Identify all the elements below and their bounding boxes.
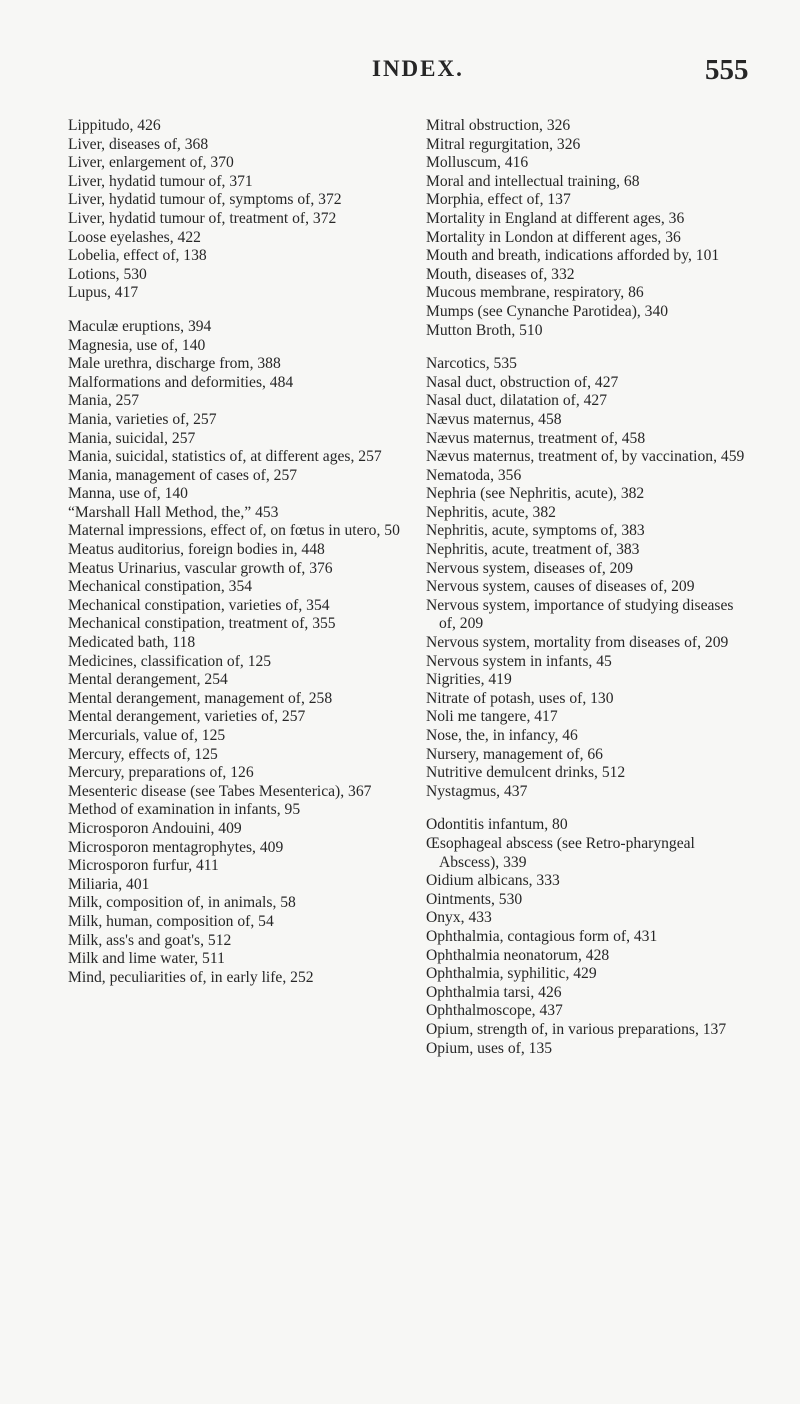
index-entry: Nephritis, acute, symptoms of, 383 — [426, 522, 645, 540]
index-entry: Mortality in England at different ages, 36 — [426, 209, 685, 227]
index-entry: Mechanical constipation, treatment of, 355 — [68, 615, 336, 633]
index-entry: Oidium albicans, 333 — [426, 872, 560, 890]
index-entry: Nervous system, diseases of, 209 — [426, 559, 634, 577]
left-index-column — [68, 117, 414, 987]
index-entry: Mind, peculiarities of, in early life, 252 — [68, 968, 314, 986]
index-entry: Nasal duct, obstruction of, 427 — [426, 373, 619, 391]
index-entry: Mucous membrane, respiratory, 86 — [426, 284, 644, 302]
index-entry: Onyx, 433 — [426, 909, 492, 927]
index-entry: Mechanical constipation, 354 — [68, 578, 253, 596]
index-entry: Maternal impressions, effect of, on fœtus in utero, 50 — [68, 522, 400, 540]
index-entry: Milk, human, composition of, 54 — [68, 912, 274, 930]
index-entry: Nephria (see Nephritis, acute), 382 — [426, 485, 645, 503]
running-title: INDEX. — [372, 56, 464, 81]
index-entry: Nigrities, 419 — [426, 671, 512, 689]
index-entry: Mutton Broth, 510 — [426, 321, 543, 339]
index-entry: Mania, management of cases of, 257 — [68, 466, 298, 484]
index-entry: Milk, ass's and goat's, 512 — [68, 931, 232, 949]
index-entry: Molluscum, 416 — [426, 154, 529, 172]
index-entry: Male urethra, discharge from, 388 — [68, 355, 281, 373]
index-entry: Lobelia, effect of, 138 — [68, 247, 207, 265]
right-index-column — [426, 117, 754, 1058]
index-entry: Mouth, diseases of, 332 — [426, 265, 575, 283]
index-entry: Miliaria, 401 — [68, 875, 150, 893]
index-entry: Milk and lime water, 511 — [68, 950, 225, 968]
index-entry: Nitrate of potash, uses of, 130 — [426, 689, 614, 707]
index-entry: Mercury, effects of, 125 — [68, 745, 218, 763]
index-entry: Ophthalmia neonatorum, 428 — [426, 946, 610, 964]
index-entry: Ophthalmia, contagious form of, 431 — [426, 927, 658, 945]
index-entry: Mercurials, value of, 125 — [68, 727, 226, 744]
index-entry: Mitral regurgitation, 326 — [426, 135, 581, 153]
index-entry: Mania, suicidal, 257 — [68, 429, 196, 447]
index-entry: Morphia, effect of, 137 — [426, 191, 571, 209]
index-entry: Mental derangement, varieties of, 257 — [68, 708, 306, 726]
index-entry: Liver, enlargement of, 370 — [68, 154, 234, 172]
index-entry: Nutritive demulcent drinks, 512 — [426, 764, 626, 782]
index-entry: Meatus auditorius, foreign bodies in, 448 — [68, 541, 325, 559]
index-entry: Magnesia, use of, 140 — [68, 336, 206, 354]
index-entry: Opium, uses of, 135 — [426, 1039, 553, 1057]
index-entry: Mitral obstruction, 326 — [426, 117, 571, 134]
index-entry: Lotions, 530 — [68, 265, 147, 283]
index-entry: Mania, 257 — [68, 392, 140, 410]
page-number: 555 — [705, 54, 749, 86]
index-entry: Nervous system, importance of studying diseases of, 209 — [426, 596, 734, 633]
index-entry: Moral and intellectual training, 68 — [426, 172, 640, 190]
index-entry: Liver, hydatid tumour of, treatment of, 372 — [68, 209, 337, 227]
index-entry: Mechanical constipation, varieties of, 354 — [68, 596, 330, 614]
index-entry: Œsophageal abscess (see Retro-pharyngeal Abscess), 339 — [426, 834, 695, 871]
index-entry: Nævus maternus, 458 — [426, 410, 562, 428]
index-entry: Nephritis, acute, treatment of, 383 — [426, 541, 640, 559]
index-entry: Ophthalmia tarsi, 426 — [426, 983, 562, 1001]
index-entry: Liver, hydatid tumour of, symptoms of, 372 — [68, 191, 342, 209]
index-entry: Manna, use of, 140 — [68, 485, 188, 503]
index-entry: Liver, hydatid tumour of, 371 — [68, 172, 253, 190]
index-entry: Mouth and breath, indications afforded by, 101 — [426, 247, 720, 265]
index-entry: Nursery, management of, 66 — [426, 745, 603, 763]
index-entry: Ophthalmoscope, 437 — [426, 1002, 563, 1020]
index-entry: Nasal duct, dilatation of, 427 — [426, 392, 608, 410]
index-entry: Microsporon Andouini, 409 — [68, 819, 242, 837]
index-entry: Mania, varieties of, 257 — [68, 410, 217, 428]
index-entry: Nose, the, in infancy, 46 — [426, 727, 578, 744]
index-entry: Odontitis infantum, 80 — [426, 816, 568, 834]
index-entry: Maculæ eruptions, 394 — [68, 317, 212, 335]
index-entry: Mania, suicidal, statistics of, at different ages, 257 — [68, 448, 382, 466]
index-entry: Mesenteric disease (see Tabes Mesenterica), 367 — [68, 782, 372, 800]
index-entry: Nervous system, mortality from diseases of, 209 — [426, 634, 729, 652]
index-entry: Mortality in London at different ages, 36 — [426, 228, 681, 246]
index-entry: Nævus maternus, treatment of, by vaccination, 459 — [426, 448, 745, 466]
index-entry: Malformations and deformities, 484 — [68, 373, 294, 391]
index-entry: Liver, diseases of, 368 — [68, 135, 209, 153]
letter-group-gap — [426, 801, 754, 816]
index-entry: Nævus maternus, treatment of, 458 — [426, 429, 646, 447]
index-entry: Mercury, preparations of, 126 — [68, 764, 254, 782]
index-entry: Medicines, classification of, 125 — [68, 652, 272, 670]
index-entry: Nervous system, causes of diseases of, 209 — [426, 578, 695, 596]
index-entry: Opium, strength of, in various preparations, 137 — [426, 1020, 727, 1038]
index-entry: Microsporon furfur, 411 — [68, 857, 219, 875]
index-entry: Lippitudo, 426 — [68, 117, 161, 134]
index-entry: Mumps (see Cynanche Parotidea), 340 — [426, 302, 669, 320]
index-entry: Ointments, 530 — [426, 890, 523, 908]
index-entry: Mental derangement, 254 — [68, 671, 228, 689]
index-entry: Lupus, 417 — [68, 284, 139, 302]
letter-group-gap — [68, 303, 414, 318]
index-entry: Milk, composition of, in animals, 58 — [68, 894, 296, 912]
index-entry: Mental derangement, management of, 258 — [68, 689, 333, 707]
index-entry: Loose eyelashes, 422 — [68, 228, 201, 246]
index-entry: Ophthalmia, syphilitic, 429 — [426, 965, 597, 983]
page-header — [0, 0, 800, 86]
index-entry: Medicated bath, 118 — [68, 634, 196, 652]
index-entry: Nematoda, 356 — [426, 466, 522, 484]
letter-group-gap — [426, 340, 754, 355]
index-entry: Narcotics, 535 — [426, 355, 517, 373]
index-entry: Nephritis, acute, 382 — [426, 503, 556, 521]
index-entry: “Marshall Hall Method, the,” 453 — [68, 503, 279, 521]
index-entry: Meatus Urinarius, vascular growth of, 376 — [68, 559, 333, 577]
index-entry: Microsporon mentagrophytes, 409 — [68, 838, 284, 856]
index-entry: Method of examination in infants, 95 — [68, 801, 301, 819]
index-entry: Nervous system in infants, 45 — [426, 652, 612, 670]
index-entry: Noli me tangere, 417 — [426, 708, 558, 726]
index-entry: Nystagmus, 437 — [426, 782, 528, 800]
